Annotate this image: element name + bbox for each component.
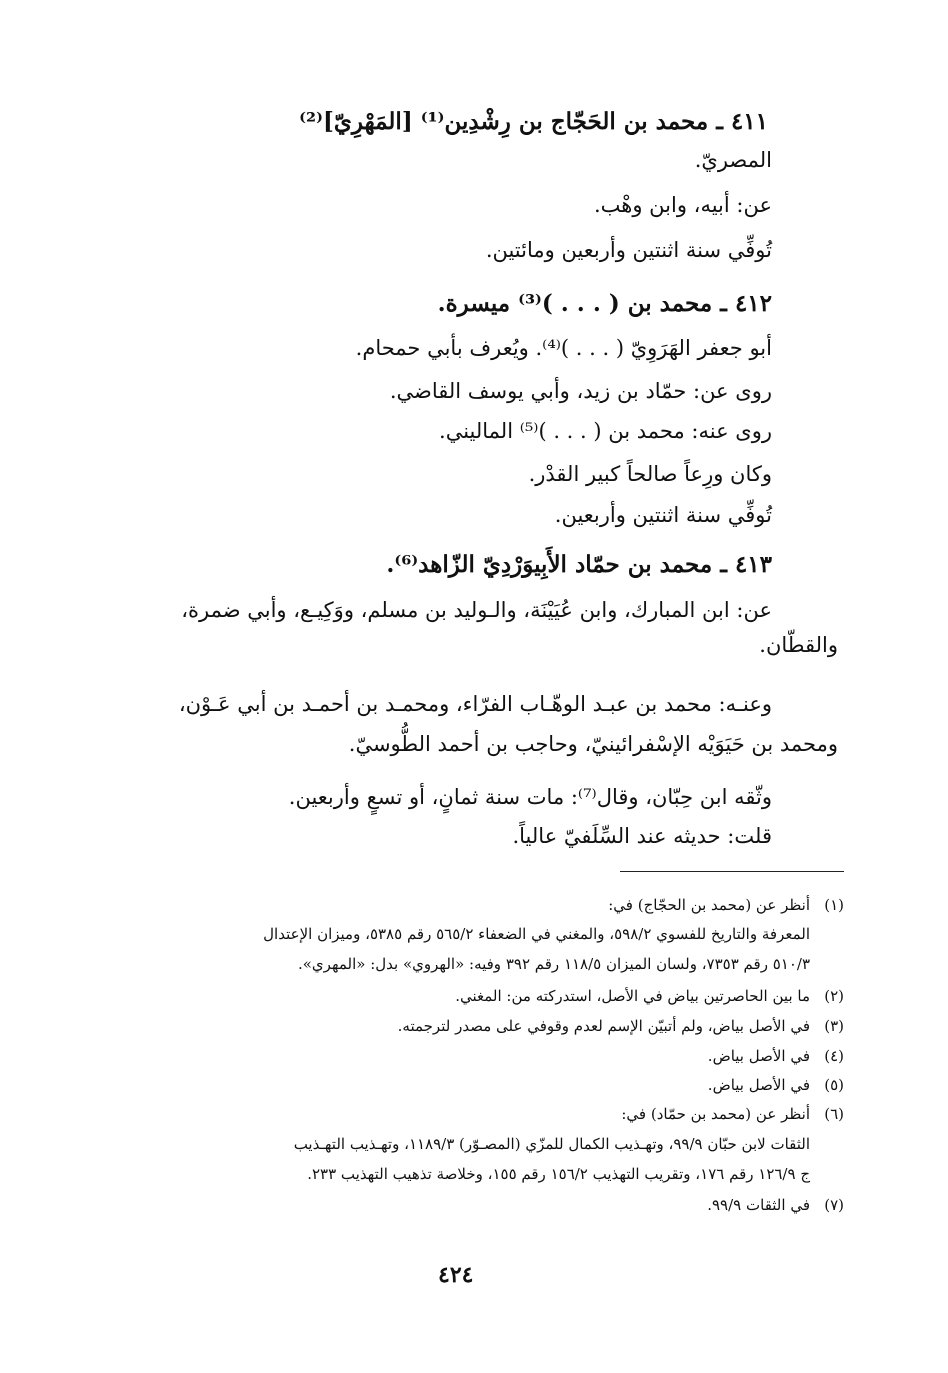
- footnote-line: [455, 987, 844, 1005]
- entry-line: روى عن: حمّاد بن زيد، وأبي يوسف القاضي.: [389, 379, 772, 403]
- footnote-line: [398, 1017, 844, 1035]
- footnote-text: الثقات لابن حبّان ٩٩/٩، وتهـذيب الكمال للمزّي (المصـوّر) ١١٨٩/٣، وتهـذيب التهـذيب: [293, 1135, 810, 1153]
- entry-line: ومحمد بن حَيَوَيْه الإسْفرائينيّ، وحاجب بن أحمد الطُّوسيّ.: [348, 732, 838, 756]
- footnote-line: [307, 1165, 844, 1183]
- entry-line: أبو جعفر الهَرَوِيّ ( . . . )⁽⁴⁾. ويُعرف بأبي حمحام.: [355, 336, 772, 360]
- footnote-text: ٥١٠/٣ رقم ٧٣٥٣، ولسان الميزان ١١٨/٥ رقم ٣٩٢ وفيه: «الهروي» بدل: «المهري».: [297, 955, 810, 973]
- entry-line: وثّقه ابن حِبّان، وقال⁽⁷⁾: مات سنة ثمانٍ، أو تسعٍ وأربعين.: [288, 785, 772, 809]
- entry-line: عن: ابن المبارك، وابن عُيَيْنَة، والـوليد بن مسلم، ووَكِيـع، وأبي ضمرة،: [181, 598, 772, 622]
- footnote-number: (٥): [824, 1076, 844, 1094]
- entry-line: عن: أبيه، وابن وهْب.: [594, 193, 772, 217]
- entry-line: المصريّ.: [694, 148, 772, 172]
- footnote-number: (٣): [824, 1017, 844, 1035]
- entry-heading-411: ٤١١ ـ محمد بن الحَجّاج بن رِشْدِين⁽¹⁾ [المَهْرِيّ]⁽²⁾: [299, 108, 768, 135]
- entry-line: وكان ورِعاً صالحاً كبير القدْر.: [528, 462, 772, 486]
- footnote-number: (٢): [824, 987, 844, 1005]
- footnote-divider: [620, 871, 844, 872]
- footnote-number: (٧): [824, 1196, 844, 1214]
- footnote-number: (٦): [824, 1105, 844, 1123]
- footnote-line: [298, 955, 844, 973]
- footnote-text: أنظر عن (محمد بن الحجّاج) في:: [608, 896, 810, 914]
- entry-heading-412: ٤١٢ ـ محمد بن ( . . . )⁽³⁾ ميسرة.: [437, 290, 772, 317]
- footnote-text: في الأصل بياض.: [707, 1076, 810, 1094]
- footnote-text: في الثقات ٩٩/٩.: [707, 1196, 810, 1214]
- entry-line: تُوفِّي سنة اثنتين وأربعين ومائتين.: [485, 238, 772, 262]
- footnote-line: [708, 1076, 844, 1094]
- entry-line: روى عنه: محمد بن ( . . . )⁽⁵⁾ الماليني.: [439, 419, 772, 443]
- footnote-text: ما بين الحاصرتين بياض في الأصل، استدركته من: المغني.: [455, 987, 810, 1005]
- footnote-text: في الأصل بياض، ولم أتبيّن الإسم لعدم وقوفي على مصدر لترجمته.: [397, 1017, 810, 1035]
- footnote-line: [621, 1105, 844, 1123]
- footnote-text: ج ١٢٦/٩ رقم ١٧٦، وتقريب التهذيب ١٥٦/٢ رقم ١٥٥، وخلاصة تذهيب التهذيب ٢٣٣.: [307, 1165, 810, 1183]
- footnote-line: [707, 1196, 844, 1214]
- entry-line: والقطّان.: [759, 633, 838, 657]
- footnote-line: [263, 925, 844, 943]
- entry-line: قلت: حديثه عند السِّلَفيّ عالياً.: [512, 824, 772, 848]
- entry-line: وعنـه: محمد بن عبـد الوهّـاب الفرّاء، ومحمـد بن أحمـد بن أبي عَـوْن،: [178, 692, 772, 716]
- footnote-line: [708, 1047, 844, 1065]
- footnote-text: المعرفة والتاريخ للفسوي ٥٩٨/٢، والمغني في الضعفاء ٥٦٥/٢ رقم ٥٣٨٥، وميزان الإعتدال: [263, 925, 810, 943]
- entry-heading-413: ٤١٣ ـ محمد بن حمّاد الأَبِيوَرْدِيّ الزّاهد⁽⁶⁾.: [386, 551, 772, 578]
- footnote-number: (١): [824, 896, 844, 914]
- page-number: ٤٢٤: [438, 1262, 474, 1288]
- footnote-number: (٤): [824, 1047, 844, 1065]
- footnote-line: [294, 1135, 844, 1153]
- footnote-text: في الأصل بياض.: [707, 1047, 810, 1065]
- footnote-text: أنظر عن (محمد بن حمّاد) في:: [621, 1105, 810, 1123]
- entry-line: تُوفِّي سنة اثنتين وأربعين.: [554, 503, 772, 527]
- footnote-line: [608, 896, 844, 914]
